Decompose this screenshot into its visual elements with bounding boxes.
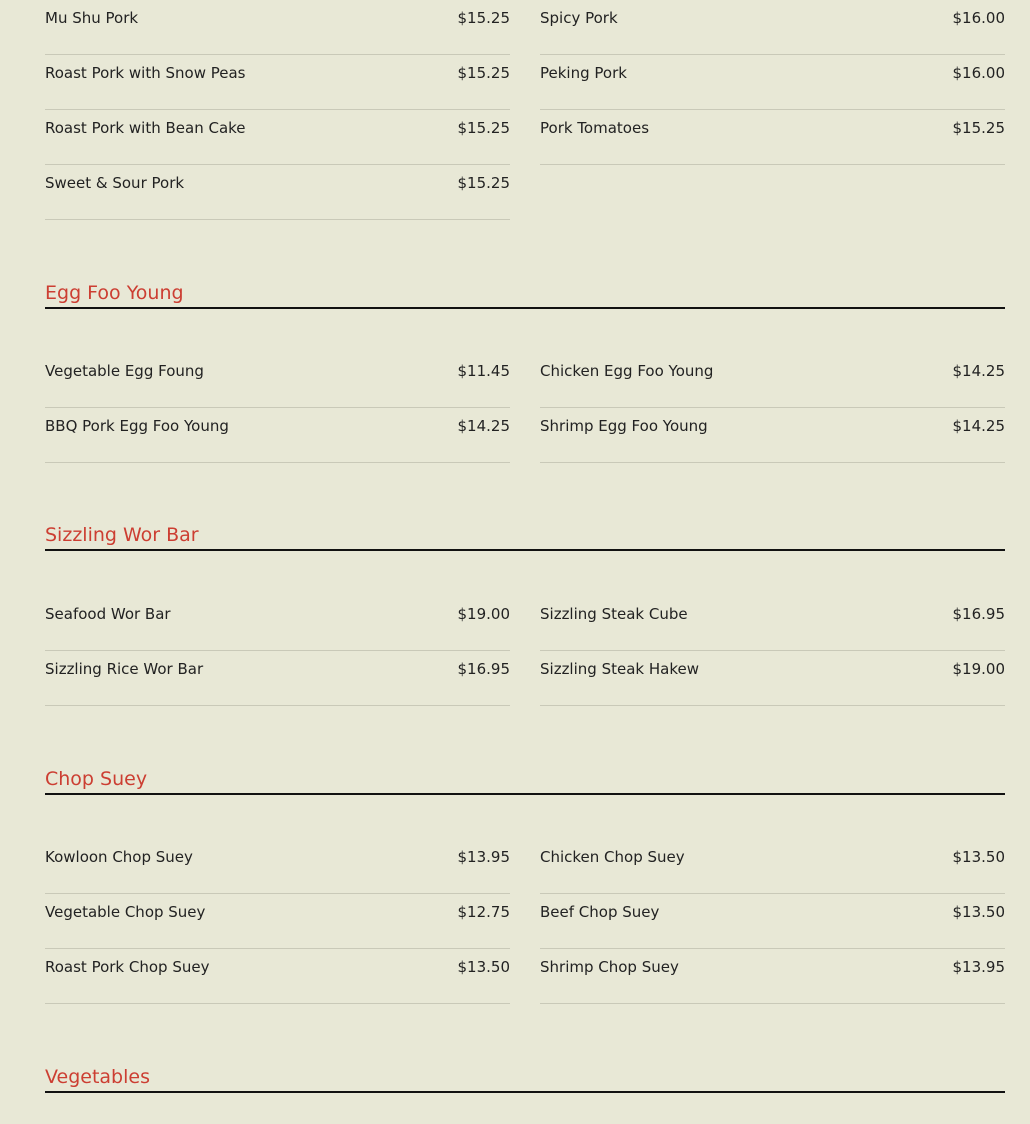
menu-item[interactable] bbox=[45, 596, 510, 651]
menu-item[interactable] bbox=[540, 949, 1005, 1004]
item-name: BBQ Pork Egg Foo Young bbox=[45, 417, 229, 435]
menu-item[interactable] bbox=[540, 353, 1005, 408]
menu-item[interactable] bbox=[45, 0, 510, 55]
item-name: Sizzling Rice Wor Bar bbox=[45, 660, 204, 678]
section-heading: Vegetables bbox=[45, 1066, 150, 1088]
item-name: Roast Pork Chop Suey bbox=[45, 958, 210, 976]
item-price: $19.00 bbox=[952, 660, 1005, 678]
item-price: $12.75 bbox=[457, 903, 510, 921]
item-price: $13.50 bbox=[952, 903, 1005, 921]
item-price: $13.50 bbox=[952, 848, 1005, 866]
egg-foo-young-left-column bbox=[45, 353, 510, 463]
menu-item[interactable] bbox=[540, 408, 1005, 463]
item-name: Beef Chop Suey bbox=[540, 903, 660, 921]
item-name: Shrimp Egg Foo Young bbox=[540, 417, 708, 435]
item-price: $14.25 bbox=[952, 417, 1005, 435]
menu-item[interactable] bbox=[45, 165, 510, 220]
item-price: $14.25 bbox=[952, 362, 1005, 380]
item-price: $15.25 bbox=[457, 64, 510, 82]
sizzling-wor-bar-left-column bbox=[45, 596, 510, 706]
item-price: $16.95 bbox=[457, 660, 510, 678]
item-name: Vegetable Chop Suey bbox=[45, 903, 206, 921]
item-price: $16.00 bbox=[952, 9, 1005, 27]
section-title-vegetables bbox=[45, 1065, 1005, 1093]
item-name: Roast Pork with Snow Peas bbox=[45, 64, 246, 82]
menu-item[interactable] bbox=[45, 839, 510, 894]
item-price: $15.25 bbox=[457, 9, 510, 27]
item-name: Spicy Pork bbox=[540, 9, 618, 27]
item-name: Peking Pork bbox=[540, 64, 627, 82]
item-name: Shrimp Chop Suey bbox=[540, 958, 679, 976]
menu-item[interactable] bbox=[45, 353, 510, 408]
item-name: Chicken Egg Foo Young bbox=[540, 362, 714, 380]
item-price: $16.95 bbox=[952, 605, 1005, 623]
item-name: Seafood Wor Bar bbox=[45, 605, 171, 623]
item-name: Vegetable Egg Foung bbox=[45, 362, 204, 380]
item-price: $16.00 bbox=[952, 64, 1005, 82]
section-heading: Egg Foo Young bbox=[45, 282, 184, 304]
menu-item[interactable] bbox=[45, 110, 510, 165]
menu-item[interactable] bbox=[540, 596, 1005, 651]
item-name: Sizzling Steak Cube bbox=[540, 605, 688, 623]
item-price: $13.95 bbox=[457, 848, 510, 866]
menu-item[interactable] bbox=[540, 55, 1005, 110]
item-name: Sweet & Sour Pork bbox=[45, 174, 185, 192]
pork-left-column bbox=[45, 0, 510, 220]
sizzling-wor-bar-right-column bbox=[540, 596, 1005, 706]
menu-item[interactable] bbox=[540, 894, 1005, 949]
menu-item[interactable] bbox=[45, 408, 510, 463]
item-price: $19.00 bbox=[457, 605, 510, 623]
item-price: $15.25 bbox=[952, 119, 1005, 137]
item-price: $15.25 bbox=[457, 174, 510, 192]
menu-item[interactable] bbox=[540, 0, 1005, 55]
chop-suey-left-column bbox=[45, 839, 510, 1004]
item-price: $15.25 bbox=[457, 119, 510, 137]
item-name: Sizzling Steak Hakew bbox=[540, 660, 699, 678]
menu-item[interactable] bbox=[45, 949, 510, 1004]
menu-item[interactable] bbox=[540, 651, 1005, 706]
item-name: Mu Shu Pork bbox=[45, 9, 139, 27]
item-price: $13.95 bbox=[952, 958, 1005, 976]
section-title-egg-foo-young bbox=[45, 281, 1005, 309]
section-heading: Sizzling Wor Bar bbox=[45, 524, 199, 546]
menu-item[interactable] bbox=[45, 55, 510, 110]
section-title-chop-suey bbox=[45, 767, 1005, 795]
item-name: Chicken Chop Suey bbox=[540, 848, 685, 866]
egg-foo-young-right-column bbox=[540, 353, 1005, 463]
item-price: $11.45 bbox=[457, 362, 510, 380]
item-name: Kowloon Chop Suey bbox=[45, 848, 193, 866]
menu-item[interactable] bbox=[45, 651, 510, 706]
item-name: Pork Tomatoes bbox=[540, 119, 650, 137]
item-name: Roast Pork with Bean Cake bbox=[45, 119, 246, 137]
item-price: $13.50 bbox=[457, 958, 510, 976]
item-price: $14.25 bbox=[457, 417, 510, 435]
menu-item[interactable] bbox=[540, 110, 1005, 165]
pork-right-column bbox=[540, 0, 1005, 165]
menu-item[interactable] bbox=[540, 839, 1005, 894]
section-title-sizzling-wor-bar bbox=[45, 523, 1005, 551]
section-heading: Chop Suey bbox=[45, 768, 148, 790]
chop-suey-right-column bbox=[540, 839, 1005, 1004]
menu-item[interactable] bbox=[45, 894, 510, 949]
